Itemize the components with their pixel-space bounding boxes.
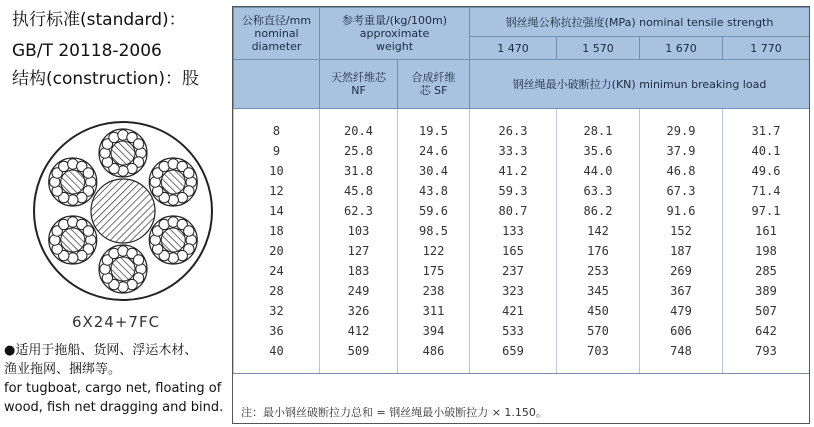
table-row bbox=[234, 201, 810, 221]
usage-line: ●适用于拖船、货网、浮运木材、 bbox=[4, 343, 198, 358]
table-cell: 8 bbox=[234, 121, 320, 141]
table-cell: 37.9 bbox=[640, 141, 723, 161]
table-cell: 122 bbox=[398, 241, 470, 261]
table-row bbox=[234, 121, 810, 141]
usage-line: for tugboat, cargo net, floating of bbox=[4, 381, 222, 396]
table-cell: 161 bbox=[723, 221, 810, 241]
table-cell: 421 bbox=[470, 301, 557, 321]
table-cell: 237 bbox=[470, 261, 557, 281]
construction-label: 结构(construction)：股 bbox=[12, 69, 199, 89]
table-cell: 269 bbox=[640, 261, 723, 281]
table-cell: 326 bbox=[320, 301, 398, 321]
usage-line: wood, fish net dragging and bind. bbox=[4, 400, 224, 415]
rope-strand bbox=[99, 129, 147, 177]
usage-line: 渔业拖网、捆绑等。 bbox=[4, 362, 122, 377]
table-cell: 606 bbox=[640, 321, 723, 341]
table-cell: 249 bbox=[320, 281, 398, 301]
table-cell: 24 bbox=[234, 261, 320, 281]
standard-label: 执行标准(standard)： bbox=[12, 10, 186, 30]
table-cell: 59.6 bbox=[398, 201, 470, 221]
table-cell: 30.4 bbox=[398, 161, 470, 181]
table-cell: 24.6 bbox=[398, 141, 470, 161]
table-cell: 345 bbox=[557, 281, 640, 301]
table-cell: 86.2 bbox=[557, 201, 640, 221]
table-cell: 285 bbox=[723, 261, 810, 281]
table-cell: 183 bbox=[320, 261, 398, 281]
table-cell: 98.5 bbox=[398, 221, 470, 241]
specification-table bbox=[232, 6, 810, 424]
table-cell: 175 bbox=[398, 261, 470, 281]
table-cell: 59.3 bbox=[470, 181, 557, 201]
table-cell: 14 bbox=[234, 201, 320, 221]
table-note: 注：最小钢丝破断拉力总和 = 钢丝绳最小破断拉力 × 1.150。 bbox=[241, 406, 547, 419]
nf-header: 天然纤维芯 NF bbox=[320, 60, 398, 109]
product-info-panel bbox=[0, 0, 232, 427]
table-cell: 62.3 bbox=[320, 201, 398, 221]
table-cell: 46.8 bbox=[640, 161, 723, 181]
table-cell: 187 bbox=[640, 241, 723, 261]
table-cell: 32 bbox=[234, 301, 320, 321]
table-cell: 36 bbox=[234, 321, 320, 341]
table-cell: 63.3 bbox=[557, 181, 640, 201]
table-cell: 33.3 bbox=[470, 141, 557, 161]
table-cell: 25.8 bbox=[320, 141, 398, 161]
table-cell: 533 bbox=[470, 321, 557, 341]
standard-code: GB/T 20118-2006 bbox=[12, 41, 162, 61]
table-cell: 41.2 bbox=[470, 161, 557, 181]
table-cell: 12 bbox=[234, 181, 320, 201]
table-cell: 49.6 bbox=[723, 161, 810, 181]
table-cell: 18 bbox=[234, 221, 320, 241]
table-cell: 703 bbox=[557, 341, 640, 361]
table-cell: 29.9 bbox=[640, 121, 723, 141]
table-cell: 165 bbox=[470, 241, 557, 261]
table-cell: 507 bbox=[723, 301, 810, 321]
table-row bbox=[234, 281, 810, 301]
table-cell: 142 bbox=[557, 221, 640, 241]
table-cell: 133 bbox=[470, 221, 557, 241]
table-cell: 44.0 bbox=[557, 161, 640, 181]
table-row bbox=[234, 341, 810, 361]
table-cell: 103 bbox=[320, 221, 398, 241]
table-cell: 127 bbox=[320, 241, 398, 261]
table-cell: 323 bbox=[470, 281, 557, 301]
table-cell: 26.3 bbox=[470, 121, 557, 141]
table-cell: 71.4 bbox=[723, 181, 810, 201]
rope-strand bbox=[149, 216, 197, 264]
table-cell: 570 bbox=[557, 321, 640, 341]
strength-grade: 1 670 bbox=[640, 37, 723, 60]
table-cell: 35.6 bbox=[557, 141, 640, 161]
strength-grade: 1 770 bbox=[723, 37, 810, 60]
table-cell: 28 bbox=[234, 281, 320, 301]
table-cell: 238 bbox=[398, 281, 470, 301]
table-cell: 389 bbox=[723, 281, 810, 301]
table-cell: 20.4 bbox=[320, 121, 398, 141]
table-cell: 659 bbox=[470, 341, 557, 361]
table-cell: 311 bbox=[398, 301, 470, 321]
rope-strand bbox=[99, 245, 147, 293]
table-spacer bbox=[234, 361, 810, 374]
table-cell: 152 bbox=[640, 221, 723, 241]
table-cell: 793 bbox=[723, 341, 810, 361]
table-row bbox=[234, 261, 810, 281]
table-row bbox=[234, 321, 810, 341]
table-cell: 9 bbox=[234, 141, 320, 161]
table-cell: 253 bbox=[557, 261, 640, 281]
table-cell: 367 bbox=[640, 281, 723, 301]
table-cell: 486 bbox=[398, 341, 470, 361]
table-cell: 19.5 bbox=[398, 121, 470, 141]
sf-header: 合成纤维芯 SF bbox=[398, 60, 470, 109]
table-row bbox=[234, 221, 810, 241]
table-cell: 479 bbox=[640, 301, 723, 321]
table-cell: 10 bbox=[234, 161, 320, 181]
rope-strand bbox=[49, 216, 97, 264]
diameter-header-fill bbox=[234, 60, 320, 109]
table-cell: 40 bbox=[234, 341, 320, 361]
table-cell: 176 bbox=[557, 241, 640, 261]
table-cell: 31.7 bbox=[723, 121, 810, 141]
rope-strand bbox=[49, 158, 97, 206]
table-row bbox=[234, 181, 810, 201]
usage-description bbox=[4, 341, 232, 417]
strength-grade: 1 470 bbox=[470, 37, 557, 60]
breaking-load-header: 钢丝绳最小破断拉力(KN) minimun breaking load bbox=[470, 60, 810, 109]
table-row bbox=[234, 141, 810, 161]
table-cell: 198 bbox=[723, 241, 810, 261]
table-cell: 40.1 bbox=[723, 141, 810, 161]
rope-strand bbox=[149, 158, 197, 206]
table-cell: 91.6 bbox=[640, 201, 723, 221]
table-cell: 642 bbox=[723, 321, 810, 341]
table-cell: 394 bbox=[398, 321, 470, 341]
table-cell: 67.3 bbox=[640, 181, 723, 201]
table-cell: 28.1 bbox=[557, 121, 640, 141]
table-cell: 43.8 bbox=[398, 181, 470, 201]
strength-header: 钢丝绳公称抗拉强度(MPa) nominal tensile strength bbox=[470, 8, 810, 37]
table-cell: 45.8 bbox=[320, 181, 398, 201]
rope-cross-section-image bbox=[32, 120, 214, 302]
table-spacer bbox=[234, 109, 810, 122]
table-cell: 97.1 bbox=[723, 201, 810, 221]
table-row bbox=[234, 301, 810, 321]
strength-grade: 1 570 bbox=[557, 37, 640, 60]
table-cell: 450 bbox=[557, 301, 640, 321]
table-cell: 80.7 bbox=[470, 201, 557, 221]
table-cell: 31.8 bbox=[320, 161, 398, 181]
diameter-header: 公称直径/mm nominal diameter bbox=[234, 8, 320, 60]
table-cell: 748 bbox=[640, 341, 723, 361]
table-cell: 20 bbox=[234, 241, 320, 261]
table-cell: 412 bbox=[320, 321, 398, 341]
rope-model: 6X24+7FC bbox=[71, 313, 161, 331]
table-cell: 509 bbox=[320, 341, 398, 361]
weight-header: 参考重量/(kg/100m) approximate weight bbox=[320, 8, 470, 60]
table-row bbox=[234, 241, 810, 261]
table-row bbox=[234, 161, 810, 181]
